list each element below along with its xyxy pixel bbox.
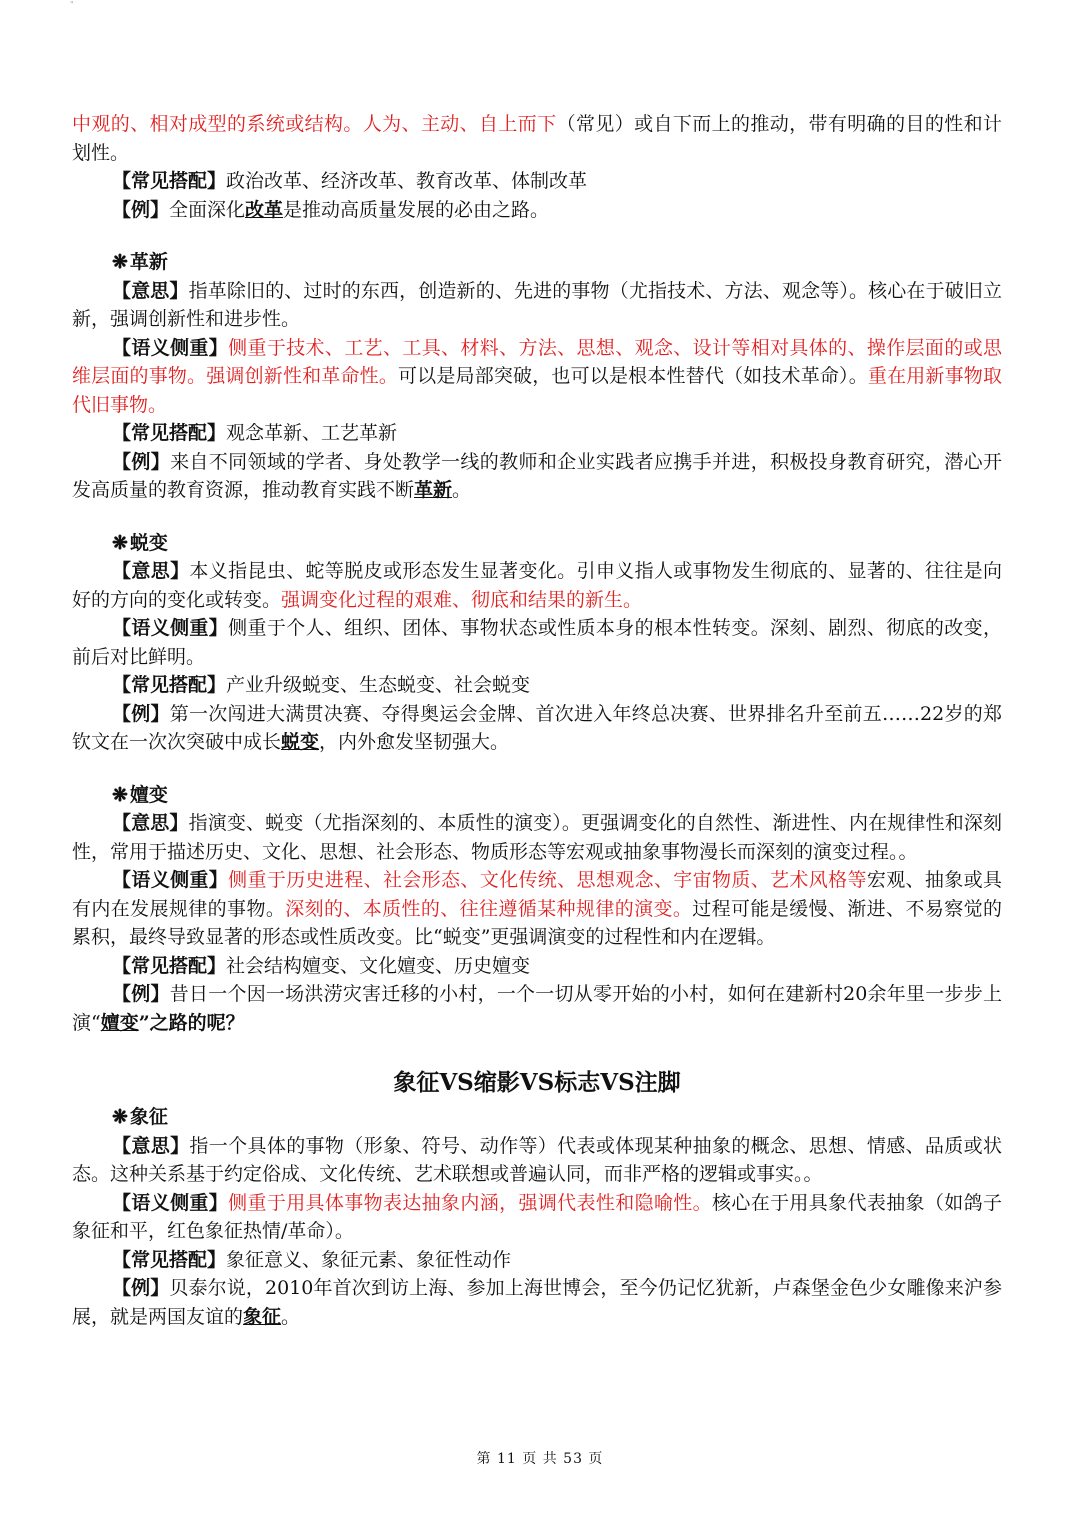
page-footer: 第 11 页 共 53 页: [476, 1451, 604, 1467]
tuibian-example: [72, 700, 1002, 757]
tuibian-collocation: [72, 671, 1002, 700]
example-keyword: 嬗变: [100, 1011, 139, 1034]
label: 【语义侧重】: [112, 617, 229, 639]
entry-title-gexin: [112, 248, 1002, 277]
entry-title-shanbian: [112, 781, 1002, 810]
example-text: 全面深化: [169, 198, 246, 221]
asterisk-icon: ❋: [112, 1106, 128, 1128]
entry-title-text: 革新: [129, 251, 168, 273]
emphasis-red-text: 深刻的、本质性的、往往遵循某种规律的演变。: [285, 897, 693, 920]
label: 【语义侧重】: [112, 336, 229, 359]
collocation-text: 政治改革、经济改革、教育改革、体制改革: [226, 170, 588, 192]
section-title: 象征VS缩影VS标志VS注脚: [393, 1069, 681, 1096]
emphasis-text: 可以是局部突破，也可以是根本性替代（如技术革命）。: [398, 365, 868, 387]
example-keyword: 革新: [414, 479, 453, 501]
example-text: ，内外愈发坚韧强大。: [319, 731, 510, 753]
emphasis-red-text: 侧重于用具体事物表达抽象内涵，强调代表性和隐喻性。: [228, 1191, 713, 1214]
asterisk-icon: ❋: [112, 531, 128, 554]
example-text: 。: [281, 1305, 301, 1328]
example-text: 昔日一个因一场洪涝灾害迁移的小村，一个一切从零开始的小村，如何在建新村20余年里一步步上演“: [72, 983, 1002, 1034]
intro-paragraph: [72, 110, 1002, 167]
example-text: 贝泰尔说，2010年首次到访上海、参加上海世博会，至今仍记忆犹新，卢森堡金色少女雕像来沪参展，就是两国友谊的: [72, 1277, 1002, 1328]
tuibian-emphasis: [72, 614, 1002, 671]
example-text: 。: [452, 479, 472, 501]
meaning-text: 指演变、蜕变（尤指深刻的、本质性的演变）。更强调变化的自然性、渐进性、内在规律性和深刻性，常用于描述历史、文化、思想、社会形态、物质形态等宏观或抽象事物漫长而深刻的演变过程。。: [72, 812, 1002, 863]
xiangzheng-emphasis: [72, 1189, 1002, 1246]
label: 【意思】: [112, 812, 189, 834]
meaning-text: 本义指昆虫、蛇等脱皮或形态发生显著变化。引申义指人或事物发生彻底的、显著的、往往是向好的方向的变化或转变。: [72, 560, 1002, 611]
example-text: ”之路的呢？: [138, 1011, 245, 1034]
label: 【例】: [112, 983, 170, 1005]
emphasis-text: 核心在于用具象代表抽象（如鸽子象征和平，红色象征热情/革命）。: [72, 1191, 1002, 1242]
shanbian-collocation: [72, 952, 1002, 981]
gaige-example: [72, 196, 1002, 225]
label: 【例】: [112, 450, 171, 473]
emphasis-red-text: 侧重于历史进程、社会形态、文化传统、思想观念、宇宙物质、艺术风格等: [228, 869, 867, 891]
label: 【常见搭配】: [112, 1248, 227, 1271]
emphasis-red-text: 重在用新事物取代旧事物。: [72, 365, 1002, 416]
gexin-meaning: [72, 277, 1002, 334]
xiangzheng-example: [72, 1274, 1002, 1331]
entry-title-tuibian: [112, 529, 1002, 558]
label: 【语义侧重】: [112, 1191, 229, 1214]
intro-red-text: 中观的、相对成型的系统或结构。人为、主动、自上而下: [72, 113, 557, 135]
shanbian-meaning: [72, 809, 1002, 866]
example-text: 来自不同领域的学者、身处教学一线的教师和企业实践者应携手并进，积极投身教育研究，潜心开发高质量的教育资源，推动教育实践不断: [72, 450, 1002, 501]
example-keyword: 改革: [245, 198, 284, 221]
label: 【例】: [112, 1277, 170, 1299]
example-keyword: 蜕变: [281, 731, 320, 753]
entry-title-text: 蜕变: [129, 531, 168, 554]
label: 【常见搭配】: [112, 954, 227, 977]
gexin-collocation: [72, 419, 1002, 448]
collocation-text: 社会结构嬗变、文化嬗变、历史嬗变: [226, 954, 531, 977]
collocation-text: 观念革新、工艺革新: [226, 422, 398, 444]
gaige-collocation: [72, 167, 1002, 196]
label: 【意思】: [112, 1134, 190, 1157]
emphasis-text: 宏观、抽象或具有内在发展规律的事物。: [72, 869, 1002, 920]
label: 【例】: [112, 702, 170, 725]
example-text: 第一次闯进大满贯决赛、夺得奥运会金牌、首次进入年终总决赛、世界排名升至前五……22岁的郑钦文在一次次突破中成长: [72, 702, 1002, 753]
entry-title-text: 嬗变: [129, 783, 168, 806]
collocation-text: 产业升级蜕变、生态蜕变、社会蜕变: [226, 674, 531, 696]
shanbian-example: [72, 980, 1002, 1037]
label: 【常见搭配】: [112, 674, 227, 696]
gexin-emphasis: [72, 334, 1002, 420]
label: 【意思】: [112, 279, 189, 302]
meaning-text: 指革除旧的、过时的东西，创造新的、先进的事物（尤指技术、方法、观念等）。核心在于破旧立新，强调创新性和进步性。: [72, 279, 1002, 330]
label: 【常见搭配】: [112, 170, 227, 192]
xiangzheng-meaning: [72, 1132, 1002, 1189]
gexin-example: [72, 448, 1002, 505]
document-body: [72, 110, 1002, 1331]
label: 【常见搭配】: [112, 422, 227, 444]
meaning-text: 指一个具体的事物（形象、符号、动作等）代表或体现某种抽象的概念、思想、情感、品质或状态。这种关系基于约定俗成、文化传统、艺术联想或普遍认同，而非严格的逻辑或事实。。: [72, 1134, 1002, 1185]
label: 【意思】: [112, 560, 190, 582]
asterisk-icon: ❋: [112, 251, 128, 273]
entry-title-text: 象征: [129, 1106, 168, 1128]
example-keyword: 象征: [243, 1305, 282, 1328]
emphasis-red-text: 侧重于技术、工艺、工具、材料、方法、思想、观念、设计等相对具体的、操作层面的或思维层面的事物。强调创新性和革命性。: [72, 336, 1002, 387]
asterisk-icon: ❋: [112, 783, 128, 806]
emphasis-text: 过程可能是缓慢、渐进、不易察觉的累积，最终导致显著的形态或性质改变。比“蜕变”更强调演变的过程性和内在逻辑。: [72, 897, 1002, 948]
entry-title-xiangzheng: [112, 1103, 1002, 1132]
label: 【例】: [112, 198, 170, 221]
meaning-red-text: 强调变化过程的艰难、彻底和结果的新生。: [281, 588, 643, 611]
shanbian-emphasis: [72, 866, 1002, 952]
emphasis-text: 侧重于个人、组织、团体、事物状态或性质本身的根本性转变。深刻、剧烈、彻底的改变，前后对比鲜明。: [72, 617, 1002, 668]
corner-mark: ": [70, 0, 74, 9]
xiangzheng-collocation: [72, 1246, 1002, 1275]
label: 【语义侧重】: [112, 869, 229, 891]
intro-text: （常见）或自下而上的推动，带有明确的目的性和计划性。: [72, 113, 1002, 164]
tuibian-meaning: [72, 557, 1002, 614]
collocation-text: 象征意义、象征元素、象征性动作: [226, 1248, 512, 1271]
example-text: 是推动高质量发展的必由之路。: [283, 198, 550, 221]
